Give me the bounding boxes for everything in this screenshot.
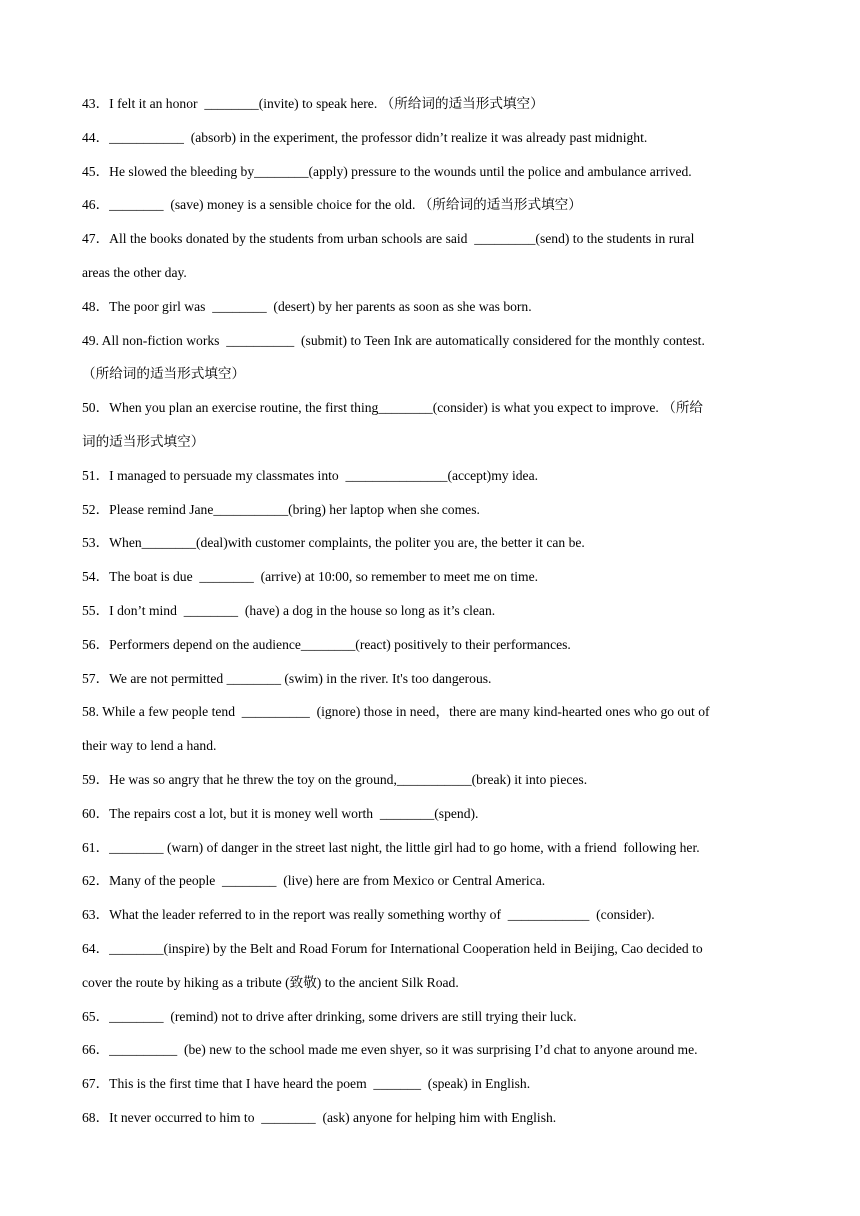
- exercise-line-continuation: （所给词的适当形式填空）: [82, 366, 246, 382]
- exercise-line: 54．The boat is due ________ (arrive) at 10:00, so remember to meet me on time.: [82, 569, 539, 585]
- exercise-page: [82, 87, 782, 1135]
- exercise-line: 51．I managed to persuade my classmates into _______________(accept)my idea.: [82, 467, 539, 483]
- exercise-line-continuation: cover the route by hiking as a tribute (致敬) to the ancient Silk Road.: [82, 974, 459, 990]
- exercise-line: 56．Performers depend on the audience________(react) positively to their performances.: [82, 636, 571, 652]
- exercise-line-continuation: their way to lend a hand.: [82, 738, 217, 754]
- exercise-line-continuation: areas the other day.: [82, 264, 187, 280]
- exercise-line: 58. While a few people tend __________ (ignore) those in need，there are many kind-hearted ones who go out of: [82, 704, 710, 720]
- exercise-line: 65．________ (remind) not to drive after drinking, some drivers are still trying their luck.: [82, 1008, 577, 1024]
- exercise-line: 63．What the leader referred to in the report was really something worthy of ____________ (consider).: [82, 907, 655, 923]
- exercise-line: 45．He slowed the bleeding by________(apply) pressure to the wounds until the police and ambulance arrived.: [82, 163, 692, 179]
- exercise-line: 60．The repairs cost a lot, but it is money well worth ________(spend).: [82, 805, 479, 821]
- exercise-line: 47．All the books donated by the students from urban schools are said _________(send) to the students in rural: [82, 231, 695, 247]
- exercise-line: 68．It never occurred to him to ________ (ask) anyone for helping him with English.: [82, 1109, 557, 1125]
- exercise-line: 66．__________ (be) new to the school made me even shyer, so it was surprising I’d chat to anyone around me.: [82, 1042, 698, 1058]
- exercise-line-continuation: 词的适当形式填空）: [82, 433, 205, 449]
- exercise-line: 49. All non-fiction works __________ (submit) to Teen Ink are automatically considered for the monthly contest.: [82, 332, 705, 348]
- exercise-line: 62．Many of the people ________ (live) here are from Mexico or Central America.: [82, 873, 546, 889]
- exercise-line: 55．I don’t mind ________ (have) a dog in the house so long as it’s clean.: [82, 602, 496, 618]
- exercise-line: 57．We are not permitted ________ (swim) in the river. It's too dangerous.: [82, 670, 492, 686]
- exercise-line: 43．I felt it an honor ________(invite) to speak here. （所给词的适当形式填空）: [82, 96, 544, 111]
- exercise-line: 48．The poor girl was ________ (desert) by her parents as soon as she was born.: [82, 298, 532, 314]
- exercise-line: 59．He was so angry that he threw the toy on the ground,___________(break) it into pieces.: [82, 771, 588, 787]
- exercise-line: 46．________ (save) money is a sensible choice for the old. （所给词的适当形式填空）: [82, 197, 582, 213]
- exercise-line: 53．When________(deal)with customer complaints, the politer you are, the better it can be.: [82, 535, 585, 551]
- exercise-line: 44．___________ (absorb) in the experiment, the professor didn’t realize it was already past midnight.: [82, 129, 648, 145]
- exercise-line: 61．________ (warn) of danger in the street last night, the little girl had to go home, with a friend following her.: [82, 839, 700, 855]
- exercise-line: 52．Please remind Jane___________(bring) her laptop when she comes.: [82, 501, 480, 517]
- exercise-line: 50．When you plan an exercise routine, the first thing________(consider) is what you expect to improve. （所给: [82, 400, 704, 416]
- exercise-line: 64．________(inspire) by the Belt and Road Forum for International Cooperation held in Beijing, Cao decided to: [82, 940, 703, 956]
- exercise-line: 67．This is the first time that I have heard the poem _______ (speak) in English.: [82, 1076, 531, 1092]
